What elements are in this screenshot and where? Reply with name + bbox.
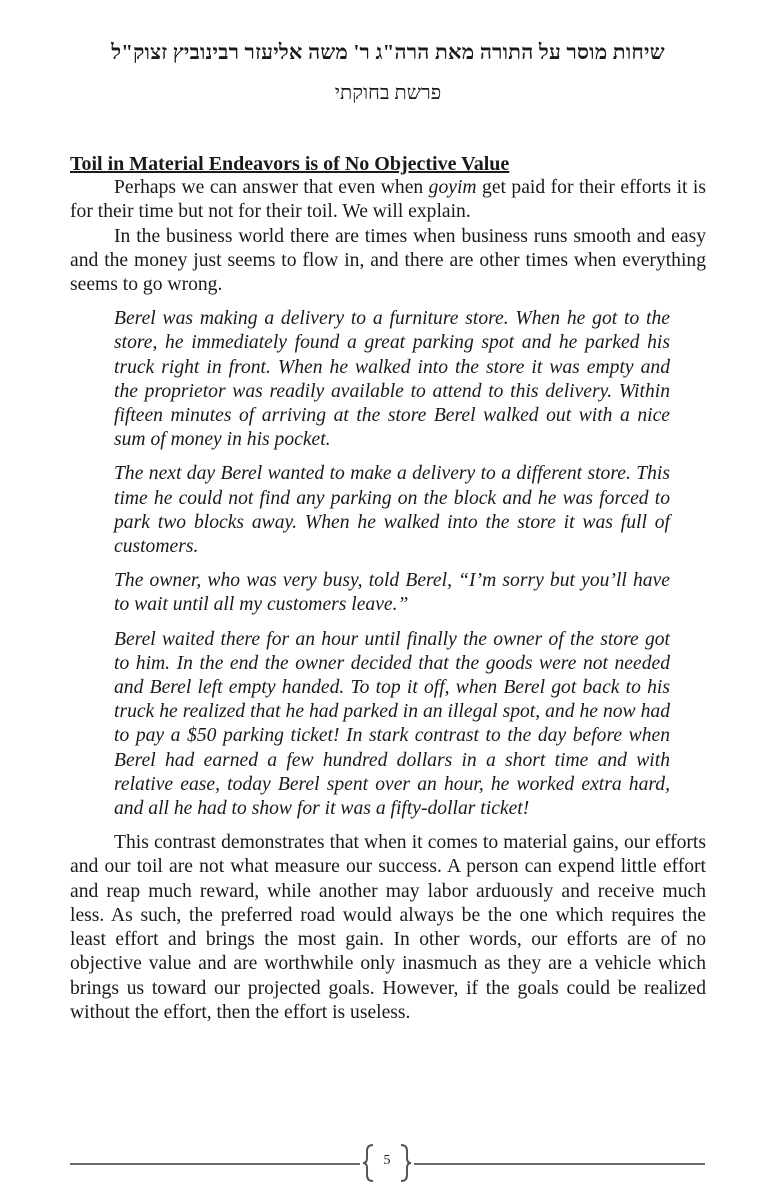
story-block — [114, 307, 670, 821]
section-title: Toil in Material Endeavors is of No Objective Value — [70, 153, 510, 175]
page-body — [70, 152, 706, 1025]
footer-rule-left — [70, 1163, 360, 1165]
intro-paragraph-2: In the business world there are times when business runs smooth and easy and the money just seems to flow in, and there are other times when everything seems to go wrong. — [70, 225, 706, 296]
parsha-name: פרשת בחוקתי — [334, 82, 442, 104]
intro-paragraph-1 — [70, 176, 706, 224]
page-number: 5 — [383, 1153, 391, 1168]
footer-rule-right — [414, 1163, 705, 1165]
intro-text-before: Perhaps we can answer that even when — [114, 177, 429, 199]
conclusion-paragraph: This contrast demonstrates that when it comes to material gains, our efforts and our toil are not what measure our success. A person can expend little effort and reap much reward, while another may labor arduously and receive much less. As such, the preferred road would always be the one which requires the least effort and brings the most gain. In other words, our efforts are of no objective value and are worthwhile only inasmuch as they are a vehicle which brings us toward our projected goals. However, if the goals could be realized without the effort, then the effort is useless. — [70, 832, 706, 1023]
story-paragraph: The next day Berel wanted to make a delivery to a different store. This time he could not find any parking on the block and he was forced to park two blocks away. When he walked into the store it was full of customers. — [114, 463, 670, 558]
intro-emphasis: goyim — [428, 177, 477, 199]
story-paragraph: Berel waited there for an hour until finally the owner of the store got to him. In the end the owner decided that the goods were not needed and Berel left empty handed. To top it off, when Berel got back to his truck he realized that he had parked in an illegal spot, and he now had to pay a $50 parking ticket! In stark contrast to the day before when Berel had earned a few hundred dollars in a short time and with relative ease, today Berel spent over an hour, he worked extra hard, and all he had to show for it was a fifty-dollar ticket! — [114, 628, 670, 820]
story-paragraph: Berel was making a delivery to a furniture store. When he got to the store, he immediately found a great parking spot and he parked his truck right in front. When he walked into the store it was empty and the proprietor was readily available to attend to this delivery. Within fifteen minutes of arriving at the store Berel walked out with a nice sum of money in his pocket. — [114, 308, 670, 451]
running-header-title: שיחות מוסר על התורה מאת הרה"ג ר' משה אליעזר רבינוביץ זצוק"ל — [111, 40, 665, 64]
intro-text-after: get paid for their efforts it is for their time but not for their toil. We will explain. — [70, 177, 706, 223]
story-paragraph: The owner, who was very busy, told Berel, “I’m sorry but you’ll have to wait until all my customers leave.” — [114, 570, 670, 616]
page-number-frame — [363, 1142, 411, 1184]
